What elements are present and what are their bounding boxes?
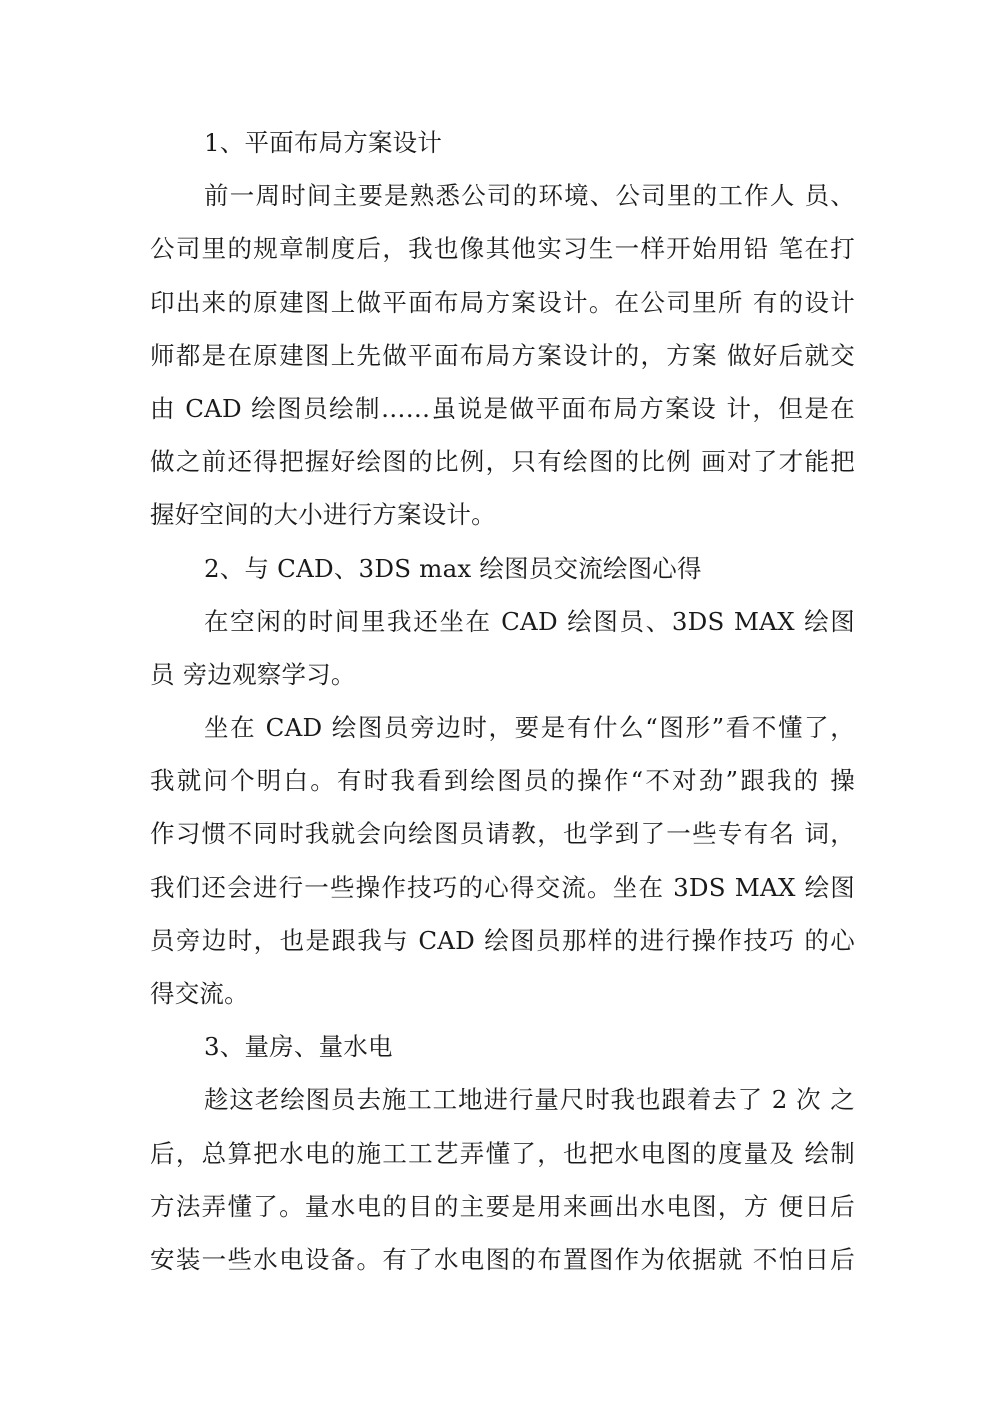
paragraph-line: 前一周时间主要是熟悉公司的环境、公司里的工作人 员、 (204, 181, 855, 211)
paragraph-line: 由 CAD 绘图员绘制……虽说是做平面布局方案设 计，但是在 (150, 393, 855, 423)
paragraph-line: 员旁边时，也是跟我与 CAD 绘图员那样的进行操作技巧 的心 (150, 925, 855, 955)
paragraph-line: 握好空间的大小进行方案设计。 (150, 500, 496, 530)
paragraph-line: 作习惯不同时我就会向绘图员请教，也学到了一些专有名 词， (150, 819, 855, 849)
paragraph-line: 印出来的原建图上做平面布局方案设计。在公司里所 有的设计 (150, 287, 855, 317)
paragraph-line: 方法弄懂了。量水电的目的主要是用来画出水电图，方 便日后 (150, 1191, 855, 1221)
paragraph-line: 做之前还得把握好绘图的比例，只有绘图的比例 画对了才能把 (150, 447, 855, 477)
paragraph-line: 师都是在原建图上先做平面布局方案设计的，方案 做好后就交 (150, 340, 855, 370)
paragraph-line: 得交流。 (150, 979, 249, 1008)
paragraph-line: 我就问个明白。有时我看到绘图员的操作“不对劲”跟我的 操 (150, 766, 855, 796)
section-heading-2: 2、与 CAD、3DS max 绘图员交流绘图心得 (204, 553, 702, 583)
paragraph-line: 在空闲的时间里我还坐在 CAD 绘图员、3DS MAX 绘图 (204, 606, 855, 636)
paragraph-line: 坐在 CAD 绘图员旁边时，要是有什么“图形”看不懂了， (204, 713, 855, 743)
paragraph-line: 员 旁边观察学习。 (150, 659, 356, 689)
section-heading-3: 3、量房、量水电 (204, 1032, 393, 1062)
section-heading-1: 1、平面布局方案设计 (204, 128, 443, 157)
paragraph-line: 后，总算把水电的施工工艺弄懂了，也把水电图的度量及 绘制 (150, 1138, 855, 1168)
paragraph-line: 公司里的规章制度后，我也像其他实习生一样开始用铅 笔在打 (150, 234, 855, 264)
document-page (150, 116, 855, 1286)
paragraph-line: 我们还会进行一些操作技巧的心得交流。坐在 3DS MAX 绘图 (150, 872, 855, 902)
paragraph-line: 安装一些水电设备。有了水电图的布置图作为依据就 不怕日后 (150, 1244, 855, 1274)
paragraph-line: 趁这老绘图员去施工工地进行量尺时我也跟着去了 2 次 之 (204, 1085, 855, 1115)
